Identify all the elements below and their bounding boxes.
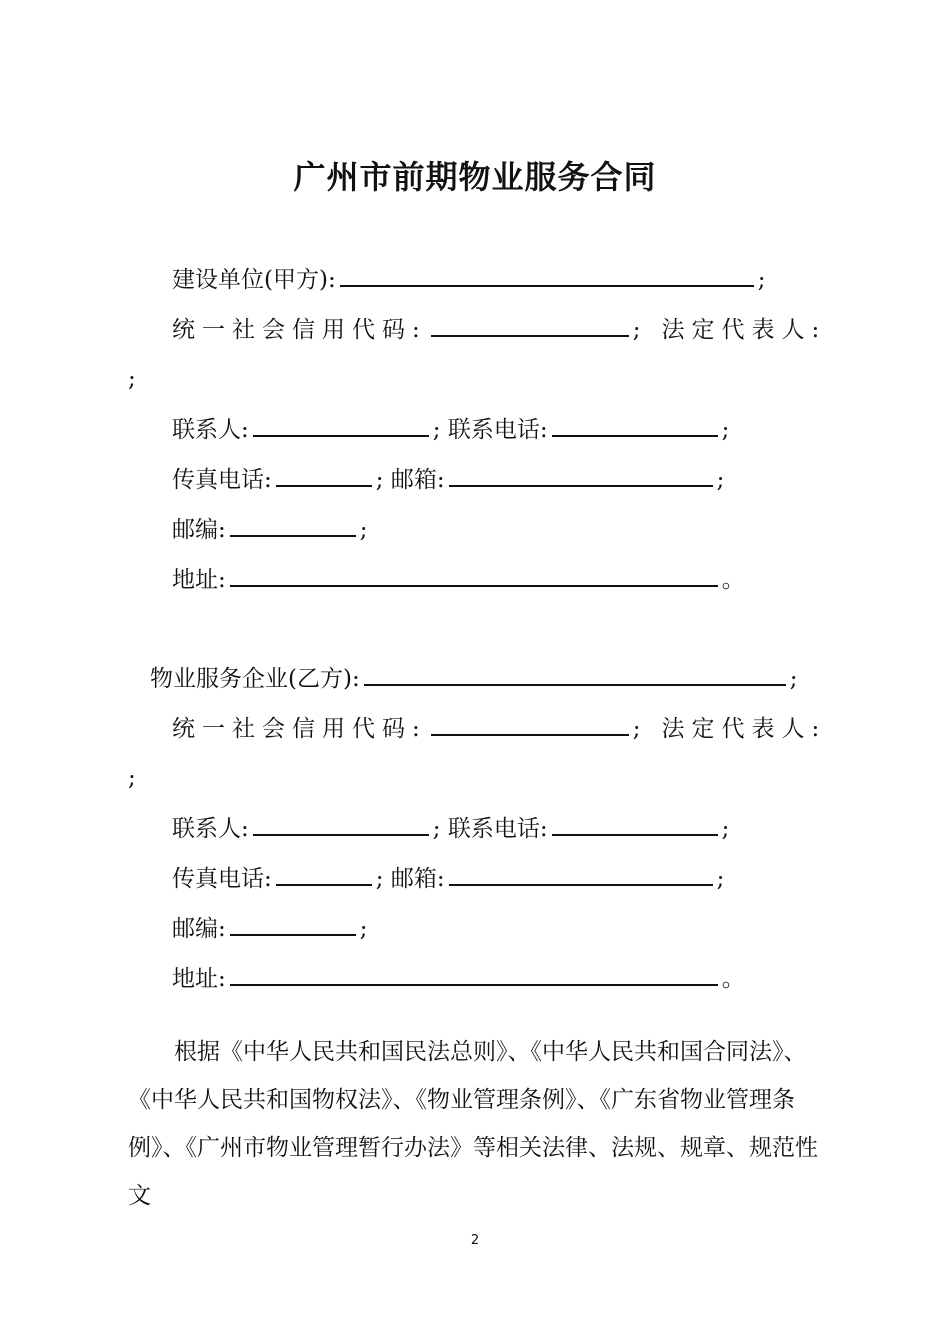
party-b-legal-rep-label: 法定代表人: <box>661 716 827 742</box>
party-b-code-row <box>172 712 826 745</box>
party-b-name-blank[interactable] <box>364 662 786 686</box>
contract-body-text: 根据《中华人民共和国民法总则》、《中华人民共和国合同法》、《中华人民共和国物权法》、《物业管理条例》、《广东省物业管理条例》、《广州市物业管理暂行办法》等相关法律、法规、规章、规范性文 <box>128 1039 818 1209</box>
party-b-credit-code-blank[interactable] <box>431 712 629 736</box>
party-b-postcode-blank[interactable] <box>230 912 356 936</box>
contract-title: 广州市前期物业服务合同 <box>293 158 657 196</box>
party-a-contact-label: 联系人: <box>172 417 249 443</box>
party-b-credit-code-label: 统一社会信用代码: <box>172 716 427 742</box>
punct: 。 <box>721 567 745 593</box>
party-a-contact-blank[interactable] <box>253 413 429 437</box>
punct: ; <box>757 267 766 293</box>
party-b-contact-label: 联系人: <box>172 816 249 842</box>
party-b-legal-rep-end: ; <box>128 765 136 791</box>
party-b-fax-blank[interactable] <box>276 862 372 886</box>
punct: 。 <box>721 966 745 992</box>
party-a-contact-row <box>172 413 729 446</box>
punct: ; <box>375 866 384 892</box>
party-b-phone-blank[interactable] <box>552 812 718 836</box>
party-a-postcode-label: 邮编: <box>172 517 226 543</box>
party-b-address-row <box>172 962 745 995</box>
party-b-name-row <box>150 662 797 695</box>
party-a-code-row <box>172 313 826 346</box>
punct: ; <box>721 417 730 443</box>
party-a-phone-blank[interactable] <box>552 413 718 437</box>
party-b-fax-label: 传真电话: <box>172 866 272 892</box>
punct: ; <box>721 816 730 842</box>
party-a-fax-row <box>172 463 724 496</box>
party-b-label: 物业服务企业(乙方): <box>150 666 360 692</box>
punct: ; <box>716 866 725 892</box>
party-a-postcode-row <box>172 513 368 546</box>
party-b-postcode-label: 邮编: <box>172 916 226 942</box>
punct: ; <box>632 716 648 742</box>
punct: ; <box>632 317 648 343</box>
party-b-contact-row <box>172 812 729 845</box>
party-a-fax-blank[interactable] <box>276 463 372 487</box>
party-a-fax-label: 传真电话: <box>172 467 272 493</box>
punct: ; <box>789 666 798 692</box>
party-a-postcode-blank[interactable] <box>230 513 356 537</box>
punct: ; <box>432 816 441 842</box>
party-b-contact-blank[interactable] <box>253 812 429 836</box>
party-a-label: 建设单位(甲方): <box>172 267 336 293</box>
party-a-name-blank[interactable] <box>340 263 754 287</box>
party-a-credit-code-label: 统一社会信用代码: <box>172 317 427 343</box>
party-a-email-blank[interactable] <box>449 463 713 487</box>
party-b-phone-label: 联系电话: <box>447 816 548 842</box>
punct: ; <box>716 467 725 493</box>
punct: ; <box>359 517 368 543</box>
party-b-fax-row <box>172 862 724 895</box>
party-b-email-label: 邮箱: <box>390 866 445 892</box>
party-a-address-blank[interactable] <box>230 563 718 587</box>
party-a-legal-rep-end: ; <box>128 366 136 392</box>
party-b-address-blank[interactable] <box>230 962 718 986</box>
party-b-address-label: 地址: <box>172 966 226 992</box>
party-a-phone-label: 联系电话: <box>447 417 548 443</box>
party-b-postcode-row <box>172 912 368 945</box>
party-a-name-row <box>172 263 765 296</box>
party-b-email-blank[interactable] <box>449 862 713 886</box>
party-a-address-label: 地址: <box>172 567 226 593</box>
party-a-legal-rep-label: 法定代表人: <box>661 317 827 343</box>
party-a-credit-code-blank[interactable] <box>431 313 629 337</box>
party-a-email-label: 邮箱: <box>390 467 445 493</box>
contract-body-paragraph <box>128 1028 832 1220</box>
party-a-address-row <box>172 563 745 596</box>
punct: ; <box>359 916 368 942</box>
punct: ; <box>375 467 384 493</box>
page-number: 2 <box>470 1233 480 1248</box>
punct: ; <box>432 417 441 443</box>
